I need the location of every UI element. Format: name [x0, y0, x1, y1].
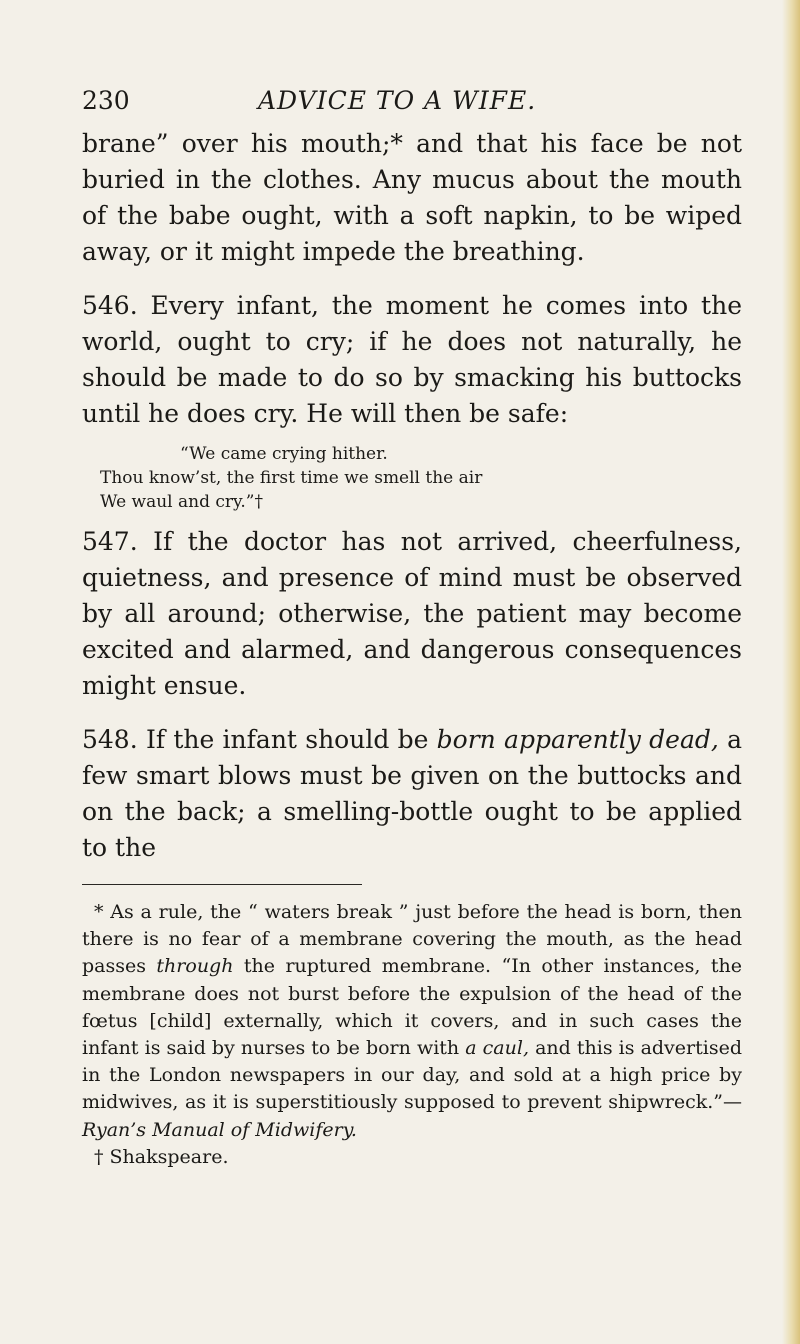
footnote-1-through: through: [156, 955, 234, 978]
paragraph-547: 547. If the doctor has not arrived, cheerfulness, quietness, and presence of mind must be observed by all around; otherwise, the patient may become excited and alarmed, and dangerous consequences might ensue.: [82, 527, 742, 700]
footnote-1-a: * As a rule, the “ waters break ” just before the head is born, then there is no fear of a membrane covering the mouth, as the head passes: [82, 901, 742, 978]
quote-line-2: Thou know’st, the first time we smell the air: [100, 468, 483, 488]
footnote-1: [82, 899, 742, 1144]
quote-line-3: We waul and cry.”†: [100, 492, 263, 512]
body-text: [82, 126, 742, 866]
footnote-1-caul: a caul,: [465, 1037, 529, 1060]
paragraph-548-italic: born apparently dead,: [436, 725, 719, 754]
footnote-1-b: the ruptured membrane. “In other instances, the membrane does not burst before the expulsion of the head of the fœtus [child] externally, which it covers, and in such cases the infant is said by nurses to be born with: [82, 955, 742, 1060]
quote-line-1: “We came crying hither.: [180, 444, 388, 464]
footnote-1-c: and this is advertised in the London newspapers in our day, and sold at a high price by midwives, as it is superstitiously supposed to prevent shipwreck.”—: [82, 1037, 742, 1114]
shakespeare-quote: [100, 442, 742, 514]
footnote-2: † Shakspeare.: [94, 1145, 229, 1168]
paragraph-548-end: a few smart blows must be given on the buttocks and on the back; a smelling-bottle ought to be applied to the: [82, 725, 742, 862]
book-page: [82, 82, 742, 1171]
footnote-rule: [82, 884, 362, 885]
paragraph-548-start: 548. If the infant should be: [82, 725, 437, 754]
running-head: ADVICE TO A WIFE.: [258, 86, 537, 115]
paragraph-548: [82, 722, 742, 866]
page-header: [82, 82, 742, 126]
footnotes: [82, 899, 742, 1171]
page-number: 230: [82, 86, 130, 115]
page-edge: [782, 0, 800, 1344]
footnote-1-source: Ryan’s Manual of Midwifery.: [82, 1118, 357, 1141]
paragraph-continued: brane” over his mouth;* and that his face be not buried in the clothes. Any mucus about the mouth of the babe ought, with a soft napkin, to be wiped away, or it might impede the breathing.: [82, 129, 742, 266]
paragraph-546: 546. Every infant, the moment he comes into the world, ought to cry; if he does not naturally, he should be made to do so by smacking his buttocks until he does cry. He will then be safe:: [82, 291, 742, 428]
